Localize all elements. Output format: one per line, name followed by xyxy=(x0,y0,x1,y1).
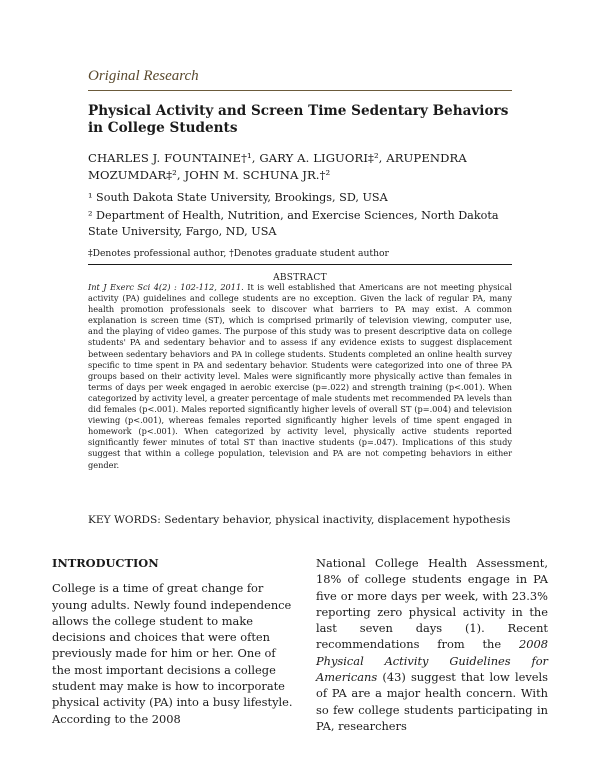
abstract-citation: Int J Exerc Sci 4(2) : 102-112, 2011. xyxy=(88,282,244,292)
abstract-heading: ABSTRACT xyxy=(273,273,327,283)
affiliation-2: ² Department of Health, Nutrition, and Exercise Sciences, North Dakota State University, Fargo, ND, USA xyxy=(88,209,499,238)
column-left xyxy=(52,555,294,727)
guidelines-citation: 2008 Physical Activity Guidelines for Americans xyxy=(316,637,548,685)
author-note: ‡Denotes professional author, †Denotes graduate student author xyxy=(88,248,512,265)
introduction-left-text: College is a time of great change for young adults. Newly found independence allows the college student to make decisions and choices that were often previously made for him or her. One of the most important decisions a college student may make is how to incorporate physical activity (PA) into a busy lifestyle. According to the 2008 xyxy=(52,581,293,726)
abstract-text: It is well established that Americans are not meeting physical activity (PA) guidelines and college students are no exception. Given the lack of regular PA, many health promotion professionals seek to discover what barriers to PA may exist. A common explanation is screen time (ST), which is comprised primarily of television viewing, computer use, and the playing of video games. The purpose of this study was to present descriptive data on college students' PA and sedentary behavior and to assess if any evidence exists to suggest displacement between sedentary behaviors and PA in college students. Students completed an online health survey specific to time spent in PA and sedentary behavior. Students were categorized into one of three PA groups based on their activity level. Males were significantly more physically active than females in terms of days per week engaged in aerobic exercise (p=.022) and strength training (p<.001). When categorized by activity level, a greater percentage of male students met recommended PA levels than did females (p<.001). Males reported significantly higher levels of overall ST (p=.004) and television viewing (p<.001), whereas females reported significantly higher levels of time spent engaged in homework (p<.001). When categorized by activity level, physically active students reported significantly fewer minutes of total ST than inactive students (p=.047). Implications of this study suggest that within a college population, television and PA are not competing behaviors in either gender. xyxy=(88,282,512,470)
paper-title: Physical Activity and Screen Time Sedentary Behaviors in College Students xyxy=(88,103,509,136)
affiliation-1: ¹ South Dakota State University, Brookings, SD, USA xyxy=(88,191,388,204)
introduction-right-text-2: (43) suggest that low levels of PA are a major health concern. With so few college students participating in PA, researchers xyxy=(316,670,548,733)
keywords: KEY WORDS: Sedentary behavior, physical inactivity, displacement hypothesis xyxy=(88,514,511,526)
section-tag: Original Research xyxy=(88,68,199,84)
affiliations xyxy=(88,190,512,242)
introduction-heading: INTRODUCTION xyxy=(52,556,159,570)
column-right xyxy=(316,555,548,734)
introduction-right-text-1: National College Health Assessment, 18% of college students engage in PA five or more days per week, with 23.3% reporting zero physical activity in the last seven days (1). Recent recommendations from the xyxy=(316,556,548,652)
abstract-body xyxy=(88,282,512,471)
author-list: CHARLES J. FOUNTAINE†¹, GARY A. LIGUORI‡², ARUPENDRA MOZUMDAR‡², JOHN M. SCHUNA JR.†² xyxy=(88,151,467,182)
header-rule xyxy=(88,90,512,91)
